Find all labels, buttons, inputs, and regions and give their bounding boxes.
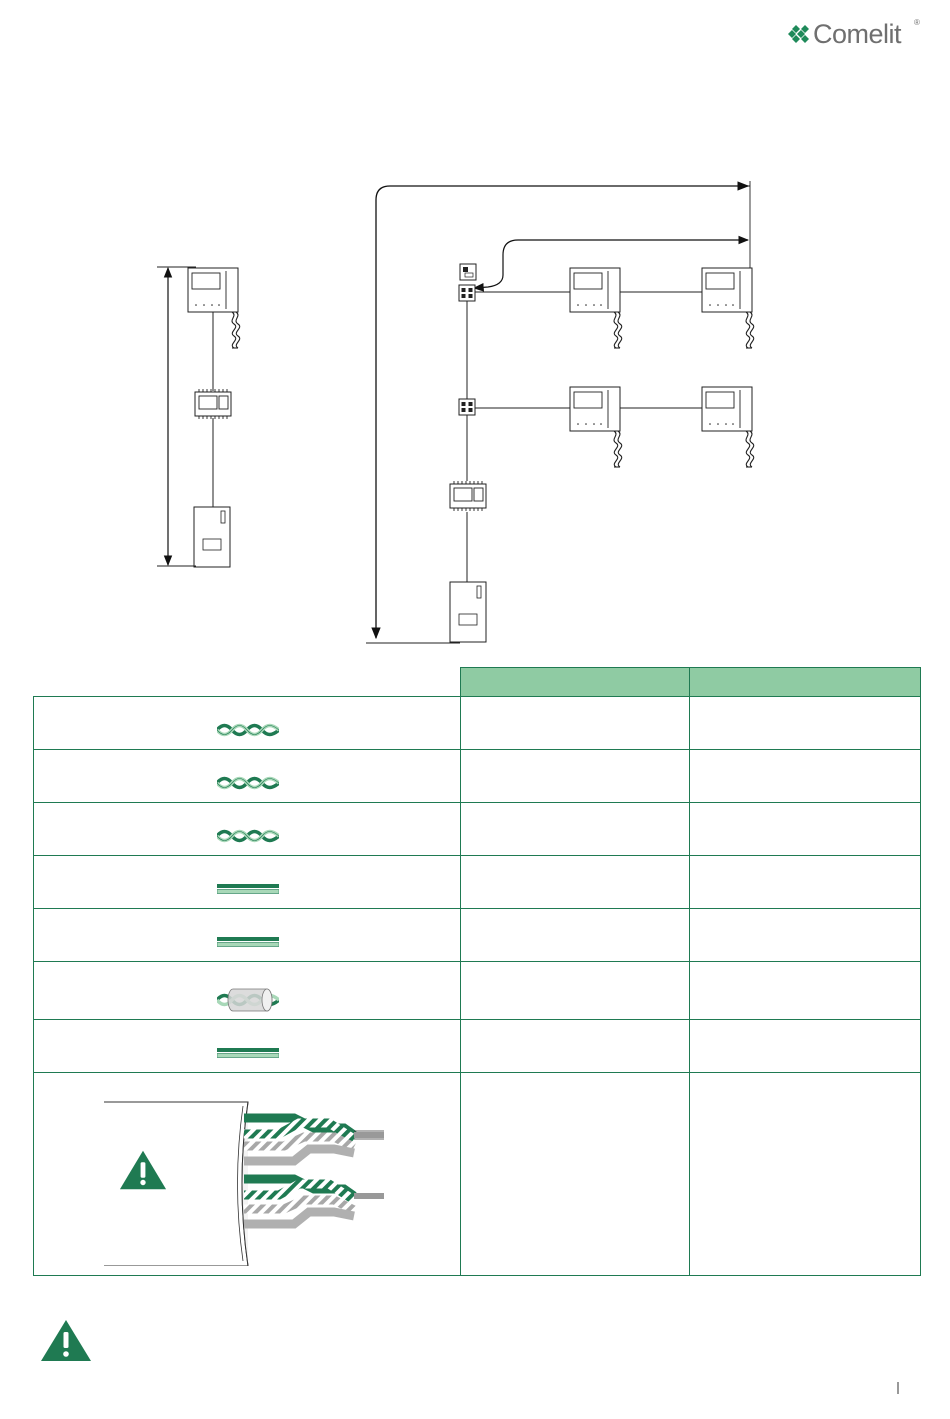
page-number-separator [897, 1382, 899, 1394]
distributor-icon [459, 399, 475, 415]
monitor-icon [188, 268, 240, 348]
twisted-pair-icon [217, 828, 279, 844]
logo-wordmark: Comelit [813, 19, 902, 49]
monitor-icon [702, 268, 754, 348]
value-cell [461, 697, 690, 750]
value-cell [690, 856, 921, 909]
cable-type-cell [34, 750, 461, 803]
comelit-logo [788, 18, 923, 49]
table-row [34, 697, 921, 750]
entrance-panel-icon [450, 582, 486, 642]
cable-type-cell [34, 962, 461, 1020]
parallel-pair-icon [217, 881, 279, 897]
cable-type-cell [34, 697, 461, 750]
wiring-diagram [0, 160, 950, 660]
value-cell [690, 803, 921, 856]
table-row [34, 1073, 921, 1276]
cable-table [33, 667, 921, 1276]
value-cell [461, 962, 690, 1020]
logo-registered: ® [914, 18, 920, 27]
table-row [34, 856, 921, 909]
twisted-pair-icon [217, 722, 279, 738]
value-cell [461, 750, 690, 803]
cable-type-cell [34, 1020, 461, 1073]
shielded-twisted-pair-icon [217, 986, 279, 1014]
warning-icon [40, 1318, 92, 1362]
value-cell [461, 909, 690, 962]
table-header [34, 668, 921, 697]
table-row [34, 909, 921, 962]
distributor-icon [459, 285, 475, 301]
parallel-pair-icon [217, 1045, 279, 1061]
table-row [34, 750, 921, 803]
left-system [157, 267, 240, 567]
twisted-pair-icon [217, 775, 279, 791]
header-col-2 [690, 668, 921, 697]
monitor-icon [702, 387, 754, 467]
right-system [366, 181, 754, 643]
header-col-1 [461, 668, 690, 697]
total-distance-arrow [376, 186, 748, 638]
value-cell [461, 856, 690, 909]
value-cell [461, 1020, 690, 1073]
entrance-panel-icon [194, 507, 230, 567]
cable-type-cell [34, 856, 461, 909]
value-cell [461, 1073, 690, 1276]
interface-module-icon [460, 264, 476, 280]
value-cell [690, 697, 921, 750]
monitor-icon [570, 268, 622, 348]
table-row [34, 803, 921, 856]
cable-type-cell [34, 803, 461, 856]
comelit-mark-icon [788, 24, 810, 46]
value-cell [690, 909, 921, 962]
table-row [34, 1020, 921, 1073]
value-cell [461, 803, 690, 856]
parallel-pair-icon [217, 934, 279, 950]
cable-type-cell [34, 909, 461, 962]
table-row [34, 962, 921, 1020]
cable-type-cell [34, 1073, 461, 1276]
power-supply-icon [450, 481, 486, 511]
warning-icon [118, 1148, 168, 1192]
monitor-icon [570, 387, 622, 467]
value-cell [690, 750, 921, 803]
header-blank [34, 668, 461, 697]
value-cell [690, 1073, 921, 1276]
value-cell [690, 962, 921, 1020]
power-supply-icon [195, 389, 231, 419]
value-cell [690, 1020, 921, 1073]
